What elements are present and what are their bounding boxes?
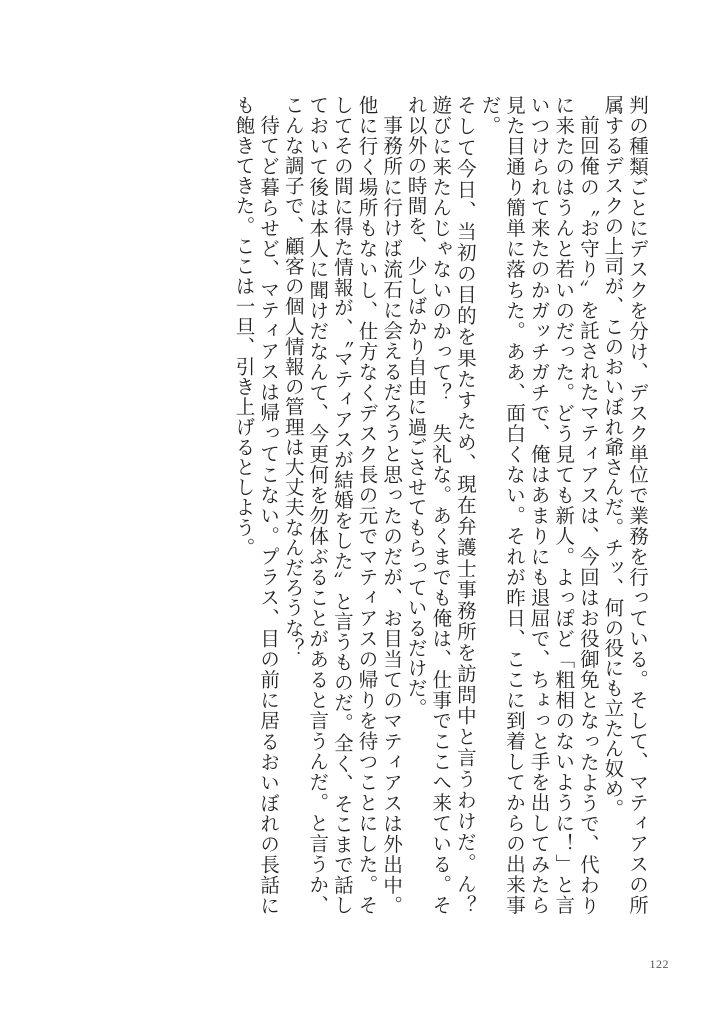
paragraph-1: 判の種類ごとにデスクを分け、デスク単位で業務を行っている。そして、マティアスの所属するデスクの上司が、このおいぼれ爺さんだ。チッ、何の役にも立たん奴め。 <box>601 95 649 915</box>
vertical-body-text <box>231 95 649 936</box>
paragraph-4: 事務所に行けば流石に会えるだろうと思ったのだが、お目当てのマティアスは外出中。他に行く場所もないし、仕方なくデスク長の元でマティアスの帰りを待つことにした。そしてその間に得た情報が、〝マティアスが結婚をした〟と言うものだ。全く、そこまで話しておいて後は本人に聞けだなんて、今更何を勿体ぶることがあると言うんだ。と言うか、こんな調子で、顧客の個人情報の管理は大丈夫なんだろうな？ <box>281 95 404 915</box>
paragraph-5: 待てど暮らせど、マティアスは帰ってこない。プラス、目の前に居るおいぼれの長話にも飽きてきた。ここは一旦、引き上げるとしよう。 <box>232 95 281 915</box>
paragraph-3: そして今日、当初の目的を果たすため、現在弁護士事務所を訪問中と言うわけだ。ん？ 遊びに来たんじゃないのかって？ 失礼な。あくまでも俺は、仕事でここへ来ている。それ以外の時間を、少しばかり自由に過ごさせてもらっているだけだ。 <box>404 95 477 936</box>
paragraph-2: 前回俺の〝お守り〟を託されたマティアスは、今回はお役御免となったようで、代わりに来たのはうんと若いのだった。どう見ても新人。よっぽど「粗相のないように！」と言いつけられて来たのかガッチガチで、俺はあまりにも退屈で、ちょっと手を出してみたら見た目通り簡単に落ちた。ああ、面白くない。それが昨日、ここに到着してからの出来事だ。 <box>478 95 600 915</box>
page-number: 122 <box>649 957 669 971</box>
